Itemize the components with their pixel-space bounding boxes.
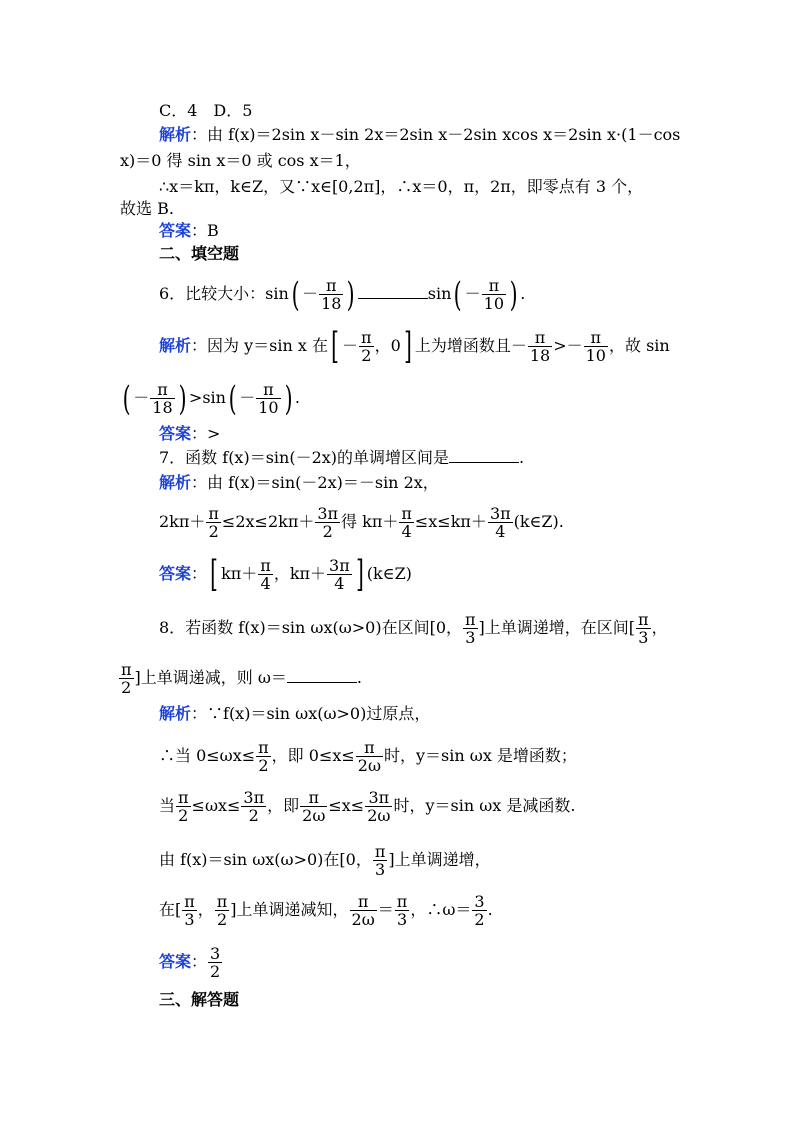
question-8: 8．若函数 f(x)＝sin ωx(ω>0)在区间[0， $\frac{\pi}{3}$ ]上单调递增，在区间[ $\frac{\pi}{3}$ ， bbox=[159, 610, 668, 647]
solution-line: x)＝0 得 sin x＝0 或 cos x＝1， bbox=[120, 151, 361, 170]
solution-6: 解析：因为 y＝sin x 在[ － $\frac{\pi}{2}$ ，0] 上为增函数且－ $\frac{\pi}{18}$ >－ $\frac{\pi}{10}$ ，故 sin bbox=[159, 325, 670, 367]
solution-7-line2: 2kπ＋ $\frac{\pi}{2}$ ≤2x≤2kπ＋ $\frac{3\pi}{2}$ 得 kπ＋ $\frac{\pi}{4}$ ≤x≤kπ＋ $\frac{3\pi}{4}$ (k∈Z). bbox=[159, 504, 564, 541]
solution-line: ∴x＝kπ，k∈Z，又∵x∈[0,2π]，∴x＝0，π，2π，即零点有 3 个， bbox=[159, 177, 644, 196]
section-heading: 三、解答题 bbox=[159, 990, 240, 1009]
solution-8-line3: 当 $\frac{\pi}{2}$ ≤ωx≤ $\frac{3\pi}{2}$ ，即 $\frac{\pi}{2\omega}$ ≤x≤ $\frac{3\pi}{2\omega}$ 时，y＝sin ωx 是减函数. bbox=[159, 788, 576, 825]
answer-7: 答案：[ kπ＋ $\frac{\pi}{4}$ ，kπ＋ $\frac{3\pi}{4}$ ] (k∈Z) bbox=[159, 553, 412, 595]
solution-8-line5: 在[ $\frac{\pi}{3}$ ， $\frac{\pi}{2}$ ]上单调递减知， $\frac{\pi}{2\omega}$ ＝ $\frac{\pi}{3}$ ，∴ω＝ $\frac{3}{2}$ . bbox=[159, 892, 493, 929]
solution-line: 解析：由 f(x)＝2sin x－sin 2x＝2sin x－2sin xcos x＝2sin x·(1－cos bbox=[159, 125, 681, 144]
solution-8: 解析：∵f(x)＝sin ωx(ω>0)过原点， bbox=[159, 704, 431, 723]
answer-blank bbox=[358, 284, 428, 299]
answer-line: 答案：B bbox=[159, 221, 219, 240]
answer-blank bbox=[287, 668, 357, 683]
option-line: C．4 D．5 bbox=[159, 101, 253, 120]
solution-8-line2: ∴当 0≤ωx≤ $\frac{\pi}{2}$ ，即 0≤x≤ $\frac{\pi}{2\omega}$ 时，y＝sin ωx 是增函数； bbox=[159, 738, 577, 775]
solution-8-line4: 由 f(x)＝sin ωx(ω>0)在[0， $\frac{\pi}{3}$ ]上单调递增， bbox=[159, 842, 491, 879]
answer-blank bbox=[449, 448, 519, 463]
solution-6-cont: ( － $\frac{\pi}{18}$ ) >sin( － $\frac{\pi}{10}$ ) . bbox=[122, 378, 300, 419]
solution-7: 解析：由 f(x)＝sin(－2x)＝－sin 2x， bbox=[159, 473, 439, 492]
section-heading: 二、填空题 bbox=[159, 244, 240, 263]
question-7: 7．函数 f(x)＝sin(－2x)的单调增区间是 . bbox=[159, 448, 525, 467]
solution-line: 故选 B. bbox=[120, 199, 174, 218]
question-6: 6．比较大小：sin( － $\frac{\pi}{18}$ ) sin( － $\frac{\pi}{10}$ ) . bbox=[159, 274, 526, 315]
question-8-cont: $\frac{\pi}{2}$ ]上单调递减，则 ω＝ . bbox=[121, 660, 362, 697]
answer-6: 答案：> bbox=[159, 424, 221, 443]
answer-8: 答案： $\frac{3}{2}$ bbox=[159, 944, 221, 981]
